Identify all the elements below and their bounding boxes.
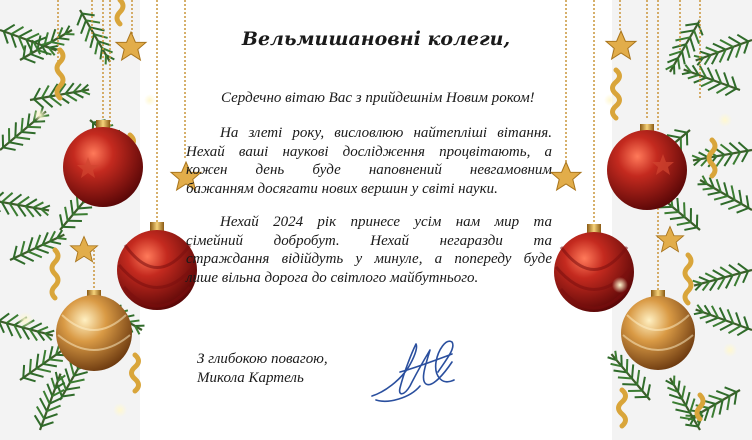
greeting-line: Сердечно вітаю Вас з прийдешнім Новим роком! [221,90,535,106]
paragraph-1-line: бажанням досягати нових вершин у світі науки. [186,180,498,197]
paragraph-1-line: На злеті року, висловлюю найтепліші вітання. [220,125,552,141]
paragraph-2-line: лише вільна дорога до світлого майбутнього. [186,269,479,286]
paragraph-2-line: сімейний добробут. Нехай негаразди та [186,232,552,249]
closing-line: З глибокою повагою, [197,351,328,367]
paragraph-2-line: страждання відійдуть у минуле, а попереду буде [186,251,552,267]
signatory-name: Микола Картель [197,369,304,386]
paragraph-1-line: кожен день буде наповнений невгамовним [186,162,552,178]
paragraph-1 [186,124,552,198]
paragraph-2 [186,213,552,287]
signature-block [197,350,377,387]
paragraph-1-line: Нехай ваші наукові дослідження процвітають, а [186,143,552,160]
paragraph-2-line: Нехай 2024 рік принесе усім нам мир та [220,214,552,230]
letter-heading: Вельмишановні колеги, [241,28,511,50]
